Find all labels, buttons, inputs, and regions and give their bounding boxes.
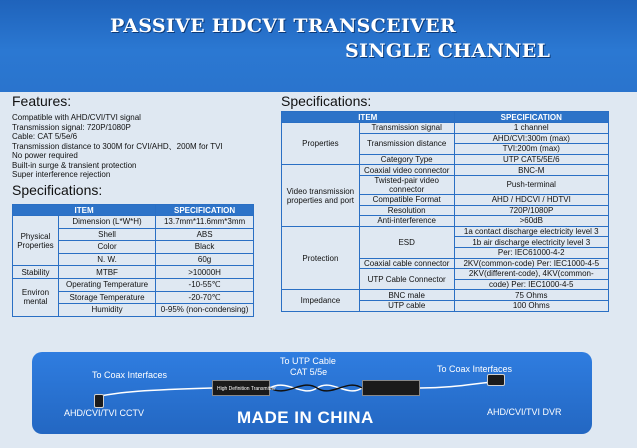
item-cell: Twisted-pair video connector [359,175,454,194]
table-row [282,165,609,176]
value-cell: AHD/CVI:300m (max) [454,133,608,144]
made-in-china-text: MADE IN CHINA [237,408,374,427]
spec-table-right [281,111,609,312]
item-cell: Humidity [58,304,155,317]
group-stability: Stability [13,266,59,279]
value-cell: -20-70℃ [156,291,254,304]
item-cell: Compatible Format [359,194,454,205]
value-cell: >60dB [454,216,608,227]
feature-item: Transmission signal: 720P/1080P [12,122,131,132]
item-cell: Coaxial video connector [359,165,454,176]
feature-item: Built-in surge & transient protection [12,160,137,170]
spec-heading-right: Specifications: [281,93,372,109]
feature-item: Cable: CAT 5/5e/6 [12,132,78,141]
group-environmental: Environ mental [13,278,59,316]
col-spec-header: SPECIFICATION [454,112,608,123]
item-cell: Dimension (L*W*H) [58,216,155,229]
value-cell: 60g [156,253,254,266]
features-list [12,113,223,180]
value-cell: 1b air discharge electricity level 3 [454,237,608,248]
module-label-left: High Definition Transmitter [217,386,276,392]
item-cell: Storage Temperature [58,291,155,304]
value-cell: Per: IEC61000-4-2 [454,247,608,258]
value-cell: TVI:200m (max) [454,144,608,155]
item-cell: Anti-interference [359,216,454,227]
table-row [13,278,254,291]
item-cell: UTP Cable Connector [359,269,454,290]
col-item-header: ITEM [13,205,156,216]
col-item-header: ITEM [282,112,455,123]
item-cell: Shell [58,228,155,241]
value-cell: BNC-M [454,165,608,176]
table-row [282,226,609,237]
bnc-right-connector-icon [487,374,505,386]
col-spec-header: SPECIFICATION [156,205,254,216]
value-cell: 2KV(different-code), 4KV(common- [454,269,608,280]
value-cell: 13.7mm*11.6mm*3mm [156,216,254,229]
group-video: Video transmission properties and port [282,165,360,226]
cat-label: CAT 5/5e [290,367,328,377]
item-cell: Coaxial cable connector [359,258,454,269]
item-cell: Transmission distance [359,133,454,154]
value-cell: 2KV(common-code) Per: IEC1000-4-5 [454,258,608,269]
table-row [13,216,254,229]
transmitter-module-icon [212,380,276,396]
item-cell: BNC male [359,290,454,301]
spec-table-left [12,204,254,317]
item-cell: Resolution [359,205,454,216]
to-utp-label: To UTP Cable [280,356,336,366]
table-row [282,290,609,301]
value-cell: -10-55℃ [156,278,254,291]
feature-item: Transmission distance to 300M for CVI/AHD、200M for TVI [12,141,223,151]
table-header-row [13,205,254,216]
spec-heading-left: Specifications: [12,182,103,198]
group-impedance: Impedance [282,290,360,311]
title-line-1: PASSIVE HDCVI TRANSCEIVER [110,15,456,37]
value-cell: code) Per: IEC1000-4-5 [454,279,608,290]
receiver-module-icon [362,380,420,396]
title-line-2: SINGLE CHANNEL [345,40,551,62]
item-cell: Operating Temperature [58,278,155,291]
item-cell: MTBF [58,266,155,279]
value-cell: Push-terminal [454,175,608,194]
value-cell: 100 Ohms [454,300,608,311]
value-cell: UTP CAT5/5E/6 [454,154,608,165]
value-cell: Black [156,241,254,254]
connection-diagram [32,352,592,434]
item-cell: N. W. [58,253,155,266]
value-cell: ABS [156,228,254,241]
to-coax-left-label: To Coax Interfaces [92,370,168,380]
table-header-row [282,112,609,123]
feature-item: Compatible with AHD/CVI/TVI signal [12,113,141,122]
group-physical: Physical Properties [13,216,59,266]
group-properties: Properties [282,123,360,165]
feature-item: No power required [12,151,78,160]
value-cell: 75 Ohms [454,290,608,301]
feature-item: Super interference rejection [12,170,111,179]
item-cell: Color [58,241,155,254]
value-cell: 0-95% (non-condensing) [156,304,254,317]
item-cell: Transmission signal [359,123,454,134]
group-protection: Protection [282,226,360,290]
value-cell: 1a contact discharge electricity level 3 [454,226,608,237]
features-heading: Features: [12,93,72,109]
item-cell: ESD [359,226,454,258]
value-cell: >10000H [156,266,254,279]
left-device-label: AHD/CVI/TVI CCTV [64,408,145,418]
value-cell: AHD / HDCVI / HDTVI [454,194,608,205]
value-cell: 720P/1080P [454,205,608,216]
title-banner [0,0,637,92]
table-row [282,123,609,134]
to-coax-right-label: To Coax Interfaces [437,364,513,374]
item-cell: UTP cable [359,300,454,311]
bnc-left-connector-icon [94,394,104,408]
right-device-label: AHD/CVI/TVI DVR [487,407,562,417]
value-cell: 1 channel [454,123,608,134]
item-cell: Category Type [359,154,454,165]
table-row [13,266,254,279]
